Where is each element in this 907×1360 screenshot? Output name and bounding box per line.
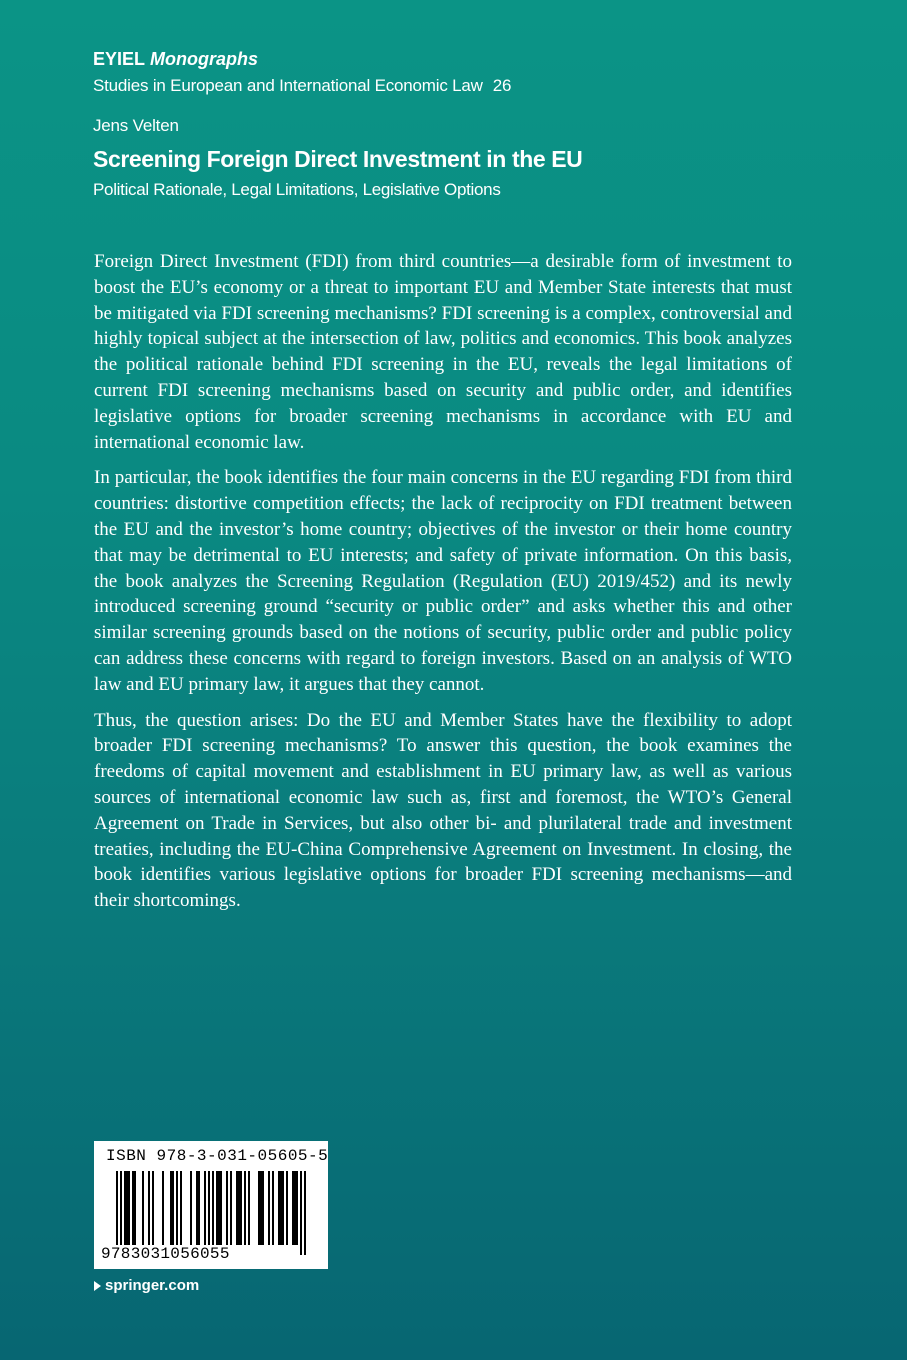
- series-subtitle: [93, 72, 511, 100]
- barcode-panel: [94, 1141, 328, 1269]
- isbn-label: ISBN 978-3-031-05605-5: [106, 1147, 329, 1165]
- barcode-bar: [292, 1171, 298, 1245]
- barcode-bars: [104, 1171, 318, 1255]
- barcode-bar: [230, 1171, 232, 1245]
- barcode-bar: [212, 1171, 214, 1255]
- author-name: Jens Velten: [93, 116, 179, 135]
- barcode-bar: [142, 1171, 144, 1245]
- series-name-suffix: Monographs: [150, 49, 259, 69]
- arrow-right-icon: [94, 1281, 101, 1291]
- series-volume: 26: [492, 76, 512, 95]
- barcode-bar: [244, 1171, 246, 1245]
- barcode-bar: [196, 1171, 200, 1245]
- barcode-bar: [180, 1171, 182, 1245]
- barcode-bar: [226, 1171, 228, 1245]
- barcode-bar: [190, 1171, 192, 1245]
- barcode-bar: [162, 1171, 164, 1245]
- barcode-bar: [286, 1171, 288, 1245]
- barcode-bar: [272, 1171, 274, 1245]
- barcode-bar: [132, 1171, 136, 1245]
- book-title: Screening Foreign Direct Investment in the EU: [93, 146, 583, 172]
- barcode-bar: [278, 1171, 284, 1245]
- barcode-bar: [120, 1171, 122, 1255]
- series-info: [93, 46, 511, 100]
- blurb-paragraph-3: Thus, the question arises: Do the EU and Member States have the flexibility to adopt broader FDI screening mechanisms? To answer this question, the book examines the freedoms of capital movement and establishment in EU primary law, as well as various sources of international economic law such as, first and foremost, the WTO’s General Agreement on Trade in Services, but also other bi- and plurilateral trade and investment treaties, including the EU-China Comprehensive Agreement on Investment. In closing, the book identifies various legislative options for broader FDI screening mechanisms—and their shortcomings.: [94, 709, 792, 912]
- barcode-digits: [100, 1244, 231, 1264]
- barcode-digits-text: 9783031056055: [101, 1245, 230, 1263]
- barcode-bar: [204, 1171, 206, 1245]
- series-subtitle-text: Studies in European and International Economic Law: [93, 76, 483, 95]
- book-blurb: [94, 249, 792, 924]
- barcode-bar: [258, 1171, 264, 1245]
- barcode-bar: [124, 1171, 130, 1245]
- publisher-link[interactable]: [94, 1275, 199, 1297]
- barcode-bar: [176, 1171, 178, 1245]
- barcode-bar: [236, 1171, 242, 1245]
- barcode-bar: [152, 1171, 154, 1245]
- series-name: [93, 46, 511, 72]
- blurb-paragraph-1: Foreign Direct Investment (FDI) from third countries—a desirable form of investment to boost the EU’s economy or a threat to important EU and Member State interests that must be mitigated via FDI screening mechanisms? FDI screening is a complex, controversial and highly topical subject at the intersection of law, politics and economics. This book analyzes the political rationale behind FDI screening in the EU, reveals the legal limitations of current FDI screening mechanisms based on security and public order, and identifies legislative options for broader screening mechanisms in accordance with EU and international economic law.: [94, 251, 792, 453]
- book-subtitle: Political Rationale, Legal Limitations, Legislative Options: [93, 180, 501, 199]
- barcode-bar: [170, 1171, 174, 1245]
- barcode-bar: [248, 1171, 250, 1245]
- publisher-website: springer.com: [105, 1277, 200, 1294]
- blurb-paragraph-2: In particular, the book identifies the four main concerns in the EU regarding FDI from third countries: distortive competition effects; the lack of reciprocity on FDI treatment between the EU and the investor’s home country; objectives of the investor or their home country that may be detrimental to EU interests; and safety of private information. On this basis, the book analyzes the Screening Regulation (Regulation (EU) 2019/452) and its newly introduced screening ground “security or public order” and asks whether this and other similar screening grounds based on the notions of security, public order and public policy can address these concerns with regard to foreign investors. Based on an analysis of WTO law and EU primary law, it argues that they cannot.: [94, 467, 792, 695]
- barcode-bar: [208, 1171, 210, 1255]
- barcode-bar: [216, 1171, 222, 1245]
- barcode-bar: [300, 1171, 302, 1255]
- barcode-bar: [116, 1171, 118, 1255]
- series-name-prefix: EYIEL: [93, 49, 146, 69]
- barcode-bar: [268, 1171, 270, 1245]
- barcode-bar: [304, 1171, 306, 1255]
- barcode-bar: [148, 1171, 150, 1245]
